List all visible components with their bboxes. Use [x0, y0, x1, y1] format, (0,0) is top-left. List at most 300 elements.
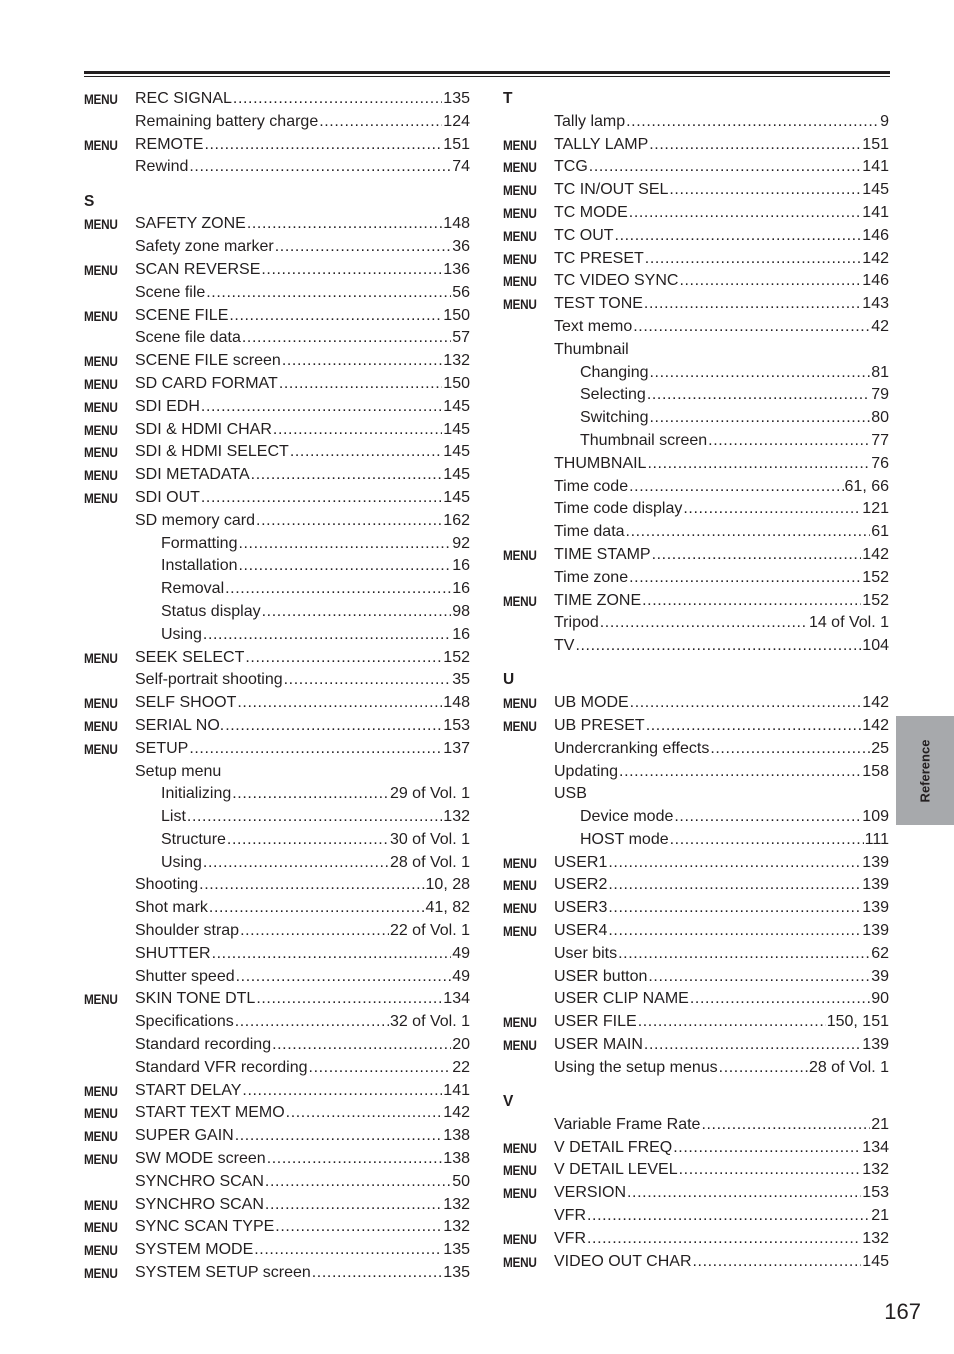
page-reference: 139 — [862, 922, 889, 940]
page-reference: 151 — [443, 135, 470, 153]
page-reference: 109 — [862, 808, 889, 826]
index-entry-body — [554, 156, 889, 179]
index-term: UB PRESET — [554, 716, 645, 734]
dot-leader — [649, 407, 870, 430]
dot-leader — [629, 567, 861, 590]
index-term: SELF SHOOT — [135, 694, 237, 712]
index-term: SHUTTER — [135, 944, 211, 962]
index-entry-body — [554, 1034, 889, 1057]
index-entry-body — [135, 1171, 470, 1194]
dot-leader — [262, 601, 452, 624]
index-term: USER button — [554, 967, 648, 985]
dot-leader — [203, 852, 389, 875]
dot-leader — [627, 1182, 861, 1205]
index-entry — [84, 897, 470, 920]
index-entry-body — [580, 430, 889, 453]
index-entry — [503, 966, 889, 989]
index-term: Time code — [554, 477, 629, 495]
dot-leader — [647, 453, 870, 476]
page-reference: 152 — [862, 591, 889, 609]
index-entry — [84, 669, 470, 692]
dot-leader — [319, 111, 442, 134]
index-entry — [84, 943, 470, 966]
page-reference: 139 — [862, 899, 889, 917]
index-entry — [503, 692, 889, 715]
index-entry — [503, 635, 889, 658]
index-entry — [84, 533, 470, 556]
index-column-right — [503, 88, 889, 1273]
menu-tag: MENU — [84, 91, 118, 107]
index-entry — [84, 441, 470, 464]
index-term: SKIN TONE DTL — [135, 990, 256, 1008]
dot-leader — [261, 259, 442, 282]
dot-leader — [644, 293, 861, 316]
page-reference: 145 — [443, 397, 470, 415]
index-entry-body — [554, 783, 889, 806]
index-term: Tally lamp — [554, 112, 626, 130]
menu-tag: MENU — [84, 489, 118, 506]
dot-leader — [608, 897, 861, 920]
index-entry — [503, 293, 889, 316]
menu-tag: MENU — [84, 467, 118, 484]
index-term: REC SIGNAL — [135, 90, 232, 107]
dot-leader — [674, 806, 861, 829]
index-entry — [84, 738, 470, 761]
index-term: TCG — [554, 158, 588, 176]
index-entry — [84, 259, 470, 282]
index-entry-body — [135, 1148, 470, 1171]
index-entry-body — [135, 373, 470, 396]
menu-tag: MENU — [503, 854, 537, 871]
index-entry-body — [554, 111, 889, 134]
index-entry-body — [161, 578, 470, 601]
index-entry-body — [135, 327, 470, 350]
index-entry-body — [135, 134, 470, 157]
index-entry-body — [554, 635, 889, 658]
index-term: TC OUT — [554, 226, 614, 244]
index-term: VFR — [554, 1207, 586, 1225]
index-entry-body — [135, 692, 470, 715]
index-term: Updating — [554, 762, 619, 780]
index-entry-body — [135, 350, 470, 373]
index-entry — [84, 156, 470, 179]
page-reference: 10, 28 — [425, 876, 470, 894]
index-entry — [503, 1114, 889, 1137]
page-reference: 145 — [443, 466, 470, 484]
index-term: Shot mark — [135, 899, 208, 917]
index-term: Changing — [580, 363, 649, 381]
index-entry-body — [554, 202, 889, 225]
index-entry — [503, 521, 889, 544]
menu-tag: MENU — [503, 923, 537, 940]
index-term: SDI METADATA — [135, 466, 250, 484]
index-entry — [84, 134, 470, 157]
index-entry-body — [554, 134, 889, 157]
page-reference: 81 — [871, 363, 889, 381]
index-term: Formatting — [161, 534, 238, 552]
dot-leader — [187, 806, 442, 829]
page-reference: 50 — [452, 1172, 470, 1190]
page-reference: 139 — [862, 853, 889, 871]
page-reference: 61 — [871, 523, 889, 541]
index-term: VIDEO OUT CHAR — [554, 1252, 692, 1270]
index-entry — [503, 430, 889, 453]
index-term: SW MODE screen — [135, 1150, 266, 1168]
index-entry — [503, 544, 889, 567]
page-reference: 135 — [443, 1241, 470, 1259]
index-term: Thumbnail — [554, 340, 629, 358]
dot-leader — [242, 327, 451, 350]
spacer — [503, 658, 889, 669]
index-entry-body — [135, 487, 470, 510]
page-reference: 153 — [443, 716, 470, 734]
page-reference: 138 — [443, 1127, 470, 1145]
menu-tag: MENU — [84, 1265, 118, 1282]
menu-tag: MENU — [503, 296, 537, 313]
page-reference: 132 — [443, 1195, 470, 1213]
dot-leader — [669, 179, 861, 202]
index-term: Variable Frame Rate — [554, 1115, 701, 1133]
index-entry-body — [135, 419, 470, 442]
index-entry — [84, 783, 470, 806]
menu-tag: MENU — [84, 1128, 118, 1145]
index-term: TC IN/OUT SEL — [554, 181, 669, 199]
menu-tag: MENU — [84, 1196, 118, 1213]
index-entry-body — [554, 1228, 889, 1251]
page-reference: 136 — [443, 260, 470, 278]
index-entry — [84, 236, 470, 259]
index-entry — [503, 476, 889, 499]
page-reference: 148 — [443, 694, 470, 712]
menu-tag: MENU — [84, 261, 118, 278]
index-term: Using the setup menus — [554, 1058, 718, 1076]
page-reference: 14 of Vol. 1 — [808, 614, 889, 632]
dot-leader — [267, 1148, 443, 1171]
dot-leader — [638, 1011, 826, 1034]
page-reference: 153 — [862, 1184, 889, 1202]
menu-tag: MENU — [84, 991, 118, 1008]
index-term: Scene file — [135, 283, 206, 301]
index-term: HOST mode — [580, 830, 669, 848]
menu-tag: MENU — [84, 444, 118, 461]
index-entry — [503, 134, 889, 157]
index-term: User bits — [554, 944, 618, 962]
page-reference: 39 — [871, 967, 889, 985]
dot-leader — [273, 419, 442, 442]
dot-leader — [608, 852, 861, 875]
dot-leader — [600, 612, 808, 635]
index-entry — [84, 647, 470, 670]
index-entry — [503, 1228, 889, 1251]
index-term: SCAN REVERSE — [135, 260, 261, 278]
page-reference: 132 — [443, 352, 470, 370]
index-entry-body — [554, 590, 889, 613]
index-entry-body — [135, 897, 470, 920]
index-term: TIME STAMP — [554, 545, 651, 563]
page-reference: 132 — [862, 1161, 889, 1179]
index-entry — [503, 806, 889, 829]
index-entry-body — [580, 806, 889, 829]
index-entry — [84, 852, 470, 875]
dot-leader — [648, 966, 870, 989]
page-reference: 29 of Vol. 1 — [389, 785, 470, 803]
index-entry — [503, 316, 889, 339]
dot-leader — [256, 510, 442, 533]
dot-leader — [245, 647, 442, 670]
index-term: Time zone — [554, 568, 629, 586]
menu-tag: MENU — [503, 1253, 537, 1270]
page-reference: 141 — [443, 1081, 470, 1099]
index-entry-body — [135, 441, 470, 464]
page-reference: 21 — [871, 1115, 889, 1133]
index-entry — [503, 339, 889, 362]
index-term: Selecting — [580, 386, 646, 404]
index-entry-body — [554, 1159, 889, 1182]
index-entry — [503, 874, 889, 897]
index-entry — [84, 988, 470, 1011]
index-entry-body — [135, 464, 470, 487]
index-entry-body — [554, 567, 889, 590]
page-reference: 28 of Vol. 1 — [808, 1058, 889, 1076]
menu-tag: MENU — [503, 182, 537, 199]
dot-leader — [633, 316, 870, 339]
index-entry — [503, 1182, 889, 1205]
index-term: List — [161, 808, 186, 826]
dot-leader — [233, 88, 442, 111]
dot-leader — [693, 1251, 862, 1274]
index-entry — [503, 362, 889, 385]
page-reference: 36 — [452, 238, 470, 256]
index-term: SYNCHRO SCAN — [135, 1195, 264, 1213]
header-rule-thin — [84, 76, 890, 77]
dot-leader — [247, 213, 442, 236]
menu-tag: MENU — [503, 1139, 537, 1156]
page-reference: 152 — [443, 648, 470, 666]
page-reference: 57 — [452, 329, 470, 347]
dot-leader — [225, 578, 451, 601]
index-term: Scene file data — [135, 329, 241, 347]
index-term: Self-portrait shooting — [135, 671, 283, 689]
index-term: START TEXT MEMO — [135, 1104, 285, 1122]
index-entry-body — [135, 988, 470, 1011]
index-entry-body — [135, 282, 470, 305]
index-entry-body — [580, 384, 889, 407]
index-term: SCENE FILE screen — [135, 352, 281, 370]
index-entry-body — [554, 1251, 889, 1274]
page-reference: 142 — [443, 1104, 470, 1122]
section-tab — [896, 716, 954, 825]
index-entry — [503, 111, 889, 134]
index-entry — [84, 1216, 470, 1239]
index-entry-body — [135, 236, 470, 259]
dot-leader — [265, 1171, 451, 1194]
index-term: Remaining battery charge — [135, 112, 319, 130]
dot-leader — [232, 783, 389, 806]
index-term: Installation — [161, 557, 238, 575]
index-entry — [84, 305, 470, 328]
index-entry-body — [135, 1194, 470, 1217]
dot-leader — [652, 544, 862, 567]
page-number: 167 — [884, 1299, 921, 1324]
index-entry-body — [554, 738, 889, 761]
menu-tag: MENU — [84, 649, 118, 666]
index-entry — [84, 966, 470, 989]
page-reference: 145 — [443, 420, 470, 438]
index-entry-body — [161, 533, 470, 556]
page-reference: 21 — [871, 1207, 889, 1225]
menu-tag: MENU — [503, 1230, 537, 1247]
index-entry-body — [135, 1011, 470, 1034]
index-entry-body — [554, 692, 889, 715]
index-entry — [84, 829, 470, 852]
page-reference: 134 — [443, 990, 470, 1008]
index-term: SAFETY ZONE — [135, 215, 246, 233]
dot-leader — [199, 874, 424, 897]
index-entry-body — [161, 806, 470, 829]
index-term: Setup menu — [135, 762, 222, 780]
page-reference: 35 — [452, 671, 470, 689]
index-term: USER1 — [554, 853, 608, 871]
index-entry — [84, 1080, 470, 1103]
menu-tag: MENU — [84, 307, 118, 324]
index-term: REMOTE — [135, 135, 204, 153]
index-entry-body — [554, 1114, 889, 1137]
index-entry-body — [135, 305, 470, 328]
index-entry — [503, 179, 889, 202]
index-entry — [503, 270, 889, 293]
index-term: Status display — [161, 602, 261, 620]
index-term: Removal — [161, 580, 225, 598]
dot-leader — [647, 384, 870, 407]
index-entry-body — [554, 316, 889, 339]
page-reference: 152 — [862, 568, 889, 586]
index-entry — [84, 1011, 470, 1034]
menu-tag: MENU — [503, 717, 537, 734]
index-letter-heading: V — [503, 1093, 514, 1111]
dot-leader — [206, 282, 451, 305]
dot-leader — [189, 738, 442, 761]
index-term: TALLY LAMP — [554, 135, 649, 153]
page-reference: 90 — [871, 990, 889, 1008]
menu-tag: MENU — [84, 695, 118, 712]
page-reference: 142 — [862, 545, 889, 563]
page-reference: 142 — [862, 694, 889, 712]
dot-leader — [683, 498, 861, 521]
index-entry — [84, 1148, 470, 1171]
menu-tag: MENU — [503, 1185, 537, 1202]
index-entry — [84, 1125, 470, 1148]
index-entry-body — [554, 1182, 889, 1205]
dot-leader — [272, 1034, 451, 1057]
index-entry-body — [554, 248, 889, 271]
page-reference: 141 — [862, 203, 889, 221]
menu-tag: MENU — [84, 216, 118, 233]
index-term: Undercranking effects — [554, 739, 710, 757]
page-reference: 143 — [862, 295, 889, 313]
index-entry — [84, 282, 470, 305]
index-entry-body — [135, 1080, 470, 1103]
index-letter-heading: S — [84, 192, 95, 210]
page-reference: 98 — [452, 602, 470, 620]
page-reference: 22 — [452, 1058, 470, 1076]
index-term: SCENE FILE — [135, 306, 229, 324]
index-entry-body — [554, 270, 889, 293]
index-entry-body — [554, 852, 889, 875]
page-reference: 146 — [862, 272, 889, 290]
index-entry-body — [580, 829, 889, 852]
dot-leader — [235, 1011, 389, 1034]
page-reference: 62 — [871, 944, 889, 962]
page-reference: 150 — [443, 374, 470, 392]
menu-tag: MENU — [503, 1014, 537, 1031]
page-reference: 20 — [452, 1036, 470, 1054]
dot-leader — [644, 1034, 861, 1057]
index-entry — [84, 111, 470, 134]
dot-leader — [209, 897, 425, 920]
index-entry — [84, 1239, 470, 1262]
index-entry-body — [554, 920, 889, 943]
index-entry-body — [135, 111, 470, 134]
dot-leader — [251, 464, 443, 487]
page-reference: 28 of Vol. 1 — [389, 853, 470, 871]
index-entry — [503, 1137, 889, 1160]
page-reference: 22 of Vol. 1 — [389, 922, 470, 940]
index-term: Using — [161, 625, 202, 643]
index-entry-body — [135, 920, 470, 943]
dot-leader — [254, 1239, 442, 1262]
index-term: SYSTEM SETUP screen — [135, 1264, 311, 1282]
index-term: Standard recording — [135, 1036, 272, 1054]
index-entry-body — [161, 783, 470, 806]
index-term: Device mode — [580, 808, 674, 826]
dot-leader — [309, 1057, 452, 1080]
index-entry-body — [135, 1239, 470, 1262]
page-reference: 138 — [443, 1150, 470, 1168]
index-entry — [503, 852, 889, 875]
spacer — [84, 179, 470, 190]
index-term: SDI OUT — [135, 488, 200, 506]
dot-leader — [229, 305, 442, 328]
index-entry-body — [580, 407, 889, 430]
dot-leader — [587, 1228, 861, 1251]
index-term: VFR — [554, 1229, 586, 1247]
index-entry — [84, 1171, 470, 1194]
page-reference: 49 — [452, 967, 470, 985]
index-entry-body — [554, 544, 889, 567]
index-entry-body — [135, 874, 470, 897]
page-reference: 139 — [862, 876, 889, 894]
index-term: Initializing — [161, 785, 232, 803]
index-term: Using — [161, 853, 202, 871]
page-reference: 16 — [452, 580, 470, 598]
dot-leader — [240, 920, 389, 943]
dot-leader — [629, 202, 862, 225]
index-entry-body — [554, 1011, 889, 1034]
index-entry-body — [135, 1216, 470, 1239]
page-reference: 145 — [862, 1252, 889, 1270]
index-entry-body — [554, 179, 889, 202]
index-term: VERSION — [554, 1184, 627, 1202]
dot-leader — [710, 738, 870, 761]
index-term: V DETAIL FREQ — [554, 1138, 673, 1156]
index-term: START DELAY — [135, 1081, 242, 1099]
dot-leader — [212, 943, 452, 966]
index-term: Shoulder strap — [135, 922, 240, 940]
page-reference: 41, 82 — [425, 899, 470, 917]
index-entry — [84, 350, 470, 373]
index-entry — [503, 156, 889, 179]
index-term: Standard VFR recording — [135, 1058, 308, 1076]
